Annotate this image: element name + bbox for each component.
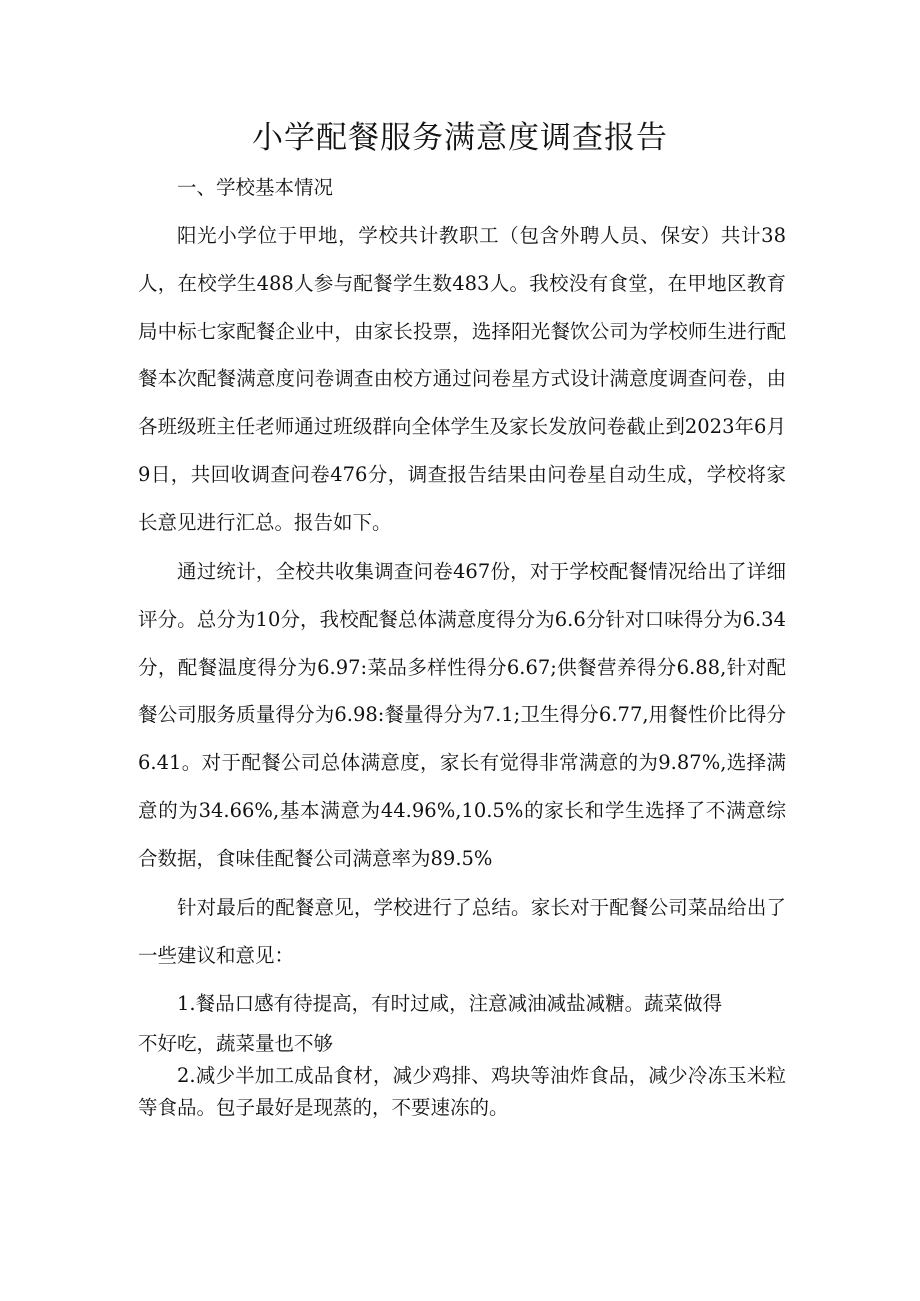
document-title: 小学配餐服务满意度调查报告	[252, 120, 668, 156]
suggestion-item-1-continued: 不好吃，蔬菜量也不够	[138, 1032, 334, 1055]
suggestion-item-1: 1.餐品口感有待提高，有时过咸，注意减油减盐减糖。蔬菜做得	[177, 992, 723, 1015]
paragraph-summary: 针对最后的配餐意见，学校进行了总结。家长对于配餐公司菜品给出了一些建议和意见：	[138, 896, 786, 967]
section-heading: 一、学校基本情况	[177, 176, 334, 199]
suggestion-item-2: 2.减少半加工成品食材，减少鸡排、鸡块等油炸食品，减少冷冻玉米粒等食品。包子最好是现蒸的，不要速冻的。	[138, 1064, 786, 1119]
paragraph-statistics: 通过统计，全校共收集调查问卷467份，对于学校配餐情况给出了详细评分。总分为10分，我校配餐总体满意度得分为6.6分针对口味得分为6.34分，配餐温度得分为6.97:菜品多样性得分6.67;供餐营养得分6.88,针对配餐公司服务质量得分为6.98:餐量得分为7.1;卫生得分6.77,用餐性价比得分6.41。对于配餐公司总体满意度，家长有觉得非常满意的为9.87%,选择满意的为34.66%,基本满意为44.96%,10.5%的家长和学生选择了不满意综合数据，食味佳配餐公司满意率为89.5%	[138, 560, 786, 870]
paragraph-school-info: 阳光小学位于甲地，学校共计教职工（包含外聘人员、保安）共计38人，在校学生488人参与配餐学生数483人。我校没有食堂，在甲地区教育局中标七家配餐企业中，由家长投票，选择阳光餐饮公司为学校师生进行配餐本次配餐满意度问卷调查由校方通过问卷星方式设计满意度调查问卷，由各班级班主任老师通过班级群向全体学生及家长发放问卷截止到2023年6月9日，共回收调查问卷476分，调查报告结果由问卷星自动生成，学校将家长意见进行汇总。报告如下。	[138, 224, 786, 534]
